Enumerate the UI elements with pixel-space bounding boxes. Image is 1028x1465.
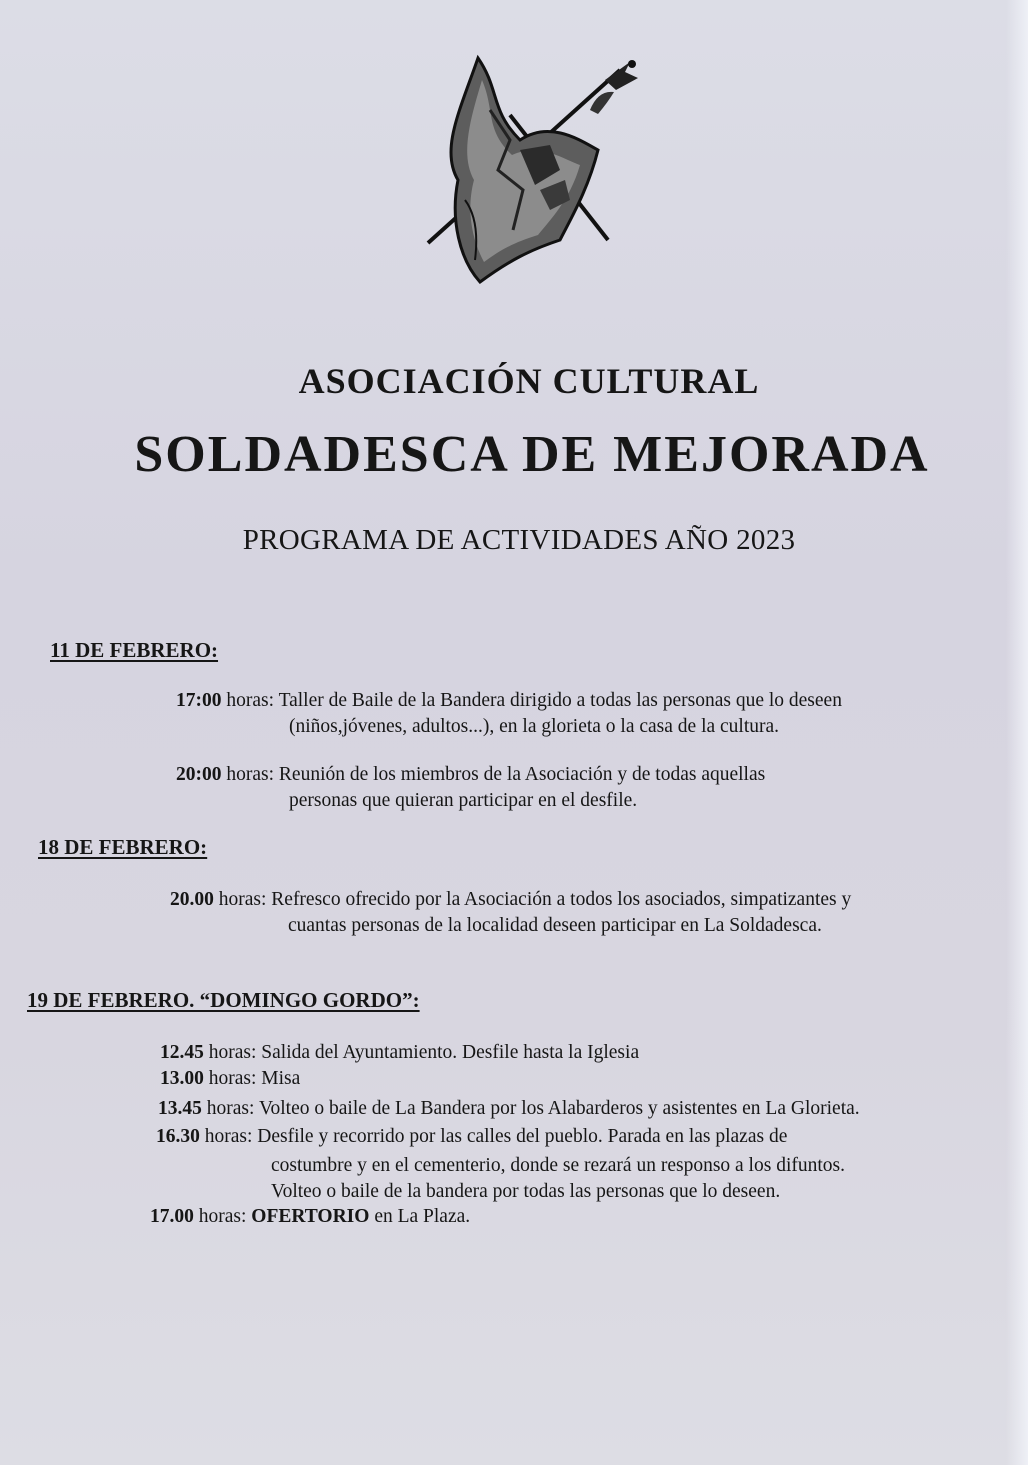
event-text: Volteo o baile de La Bandera por los Alabarderos y asistentes en La Glorieta. (258, 1098, 860, 1119)
event-unit: horas: (203, 1042, 262, 1063)
page-edge (1006, 0, 1028, 1465)
event-text: en La Plaza. (369, 1206, 471, 1227)
event-item (176, 762, 765, 814)
event-text: Reunión de los miembros de la Asociación y de todas aquellas (278, 764, 766, 785)
event-item (160, 1040, 639, 1066)
event-text: Misa (261, 1068, 301, 1089)
program-subtitle: PROGRAMA DE ACTIVIDADES AÑO 2023 (242, 524, 796, 556)
event-time: 17.00 (150, 1206, 194, 1227)
date-heading: 18 DE FEBRERO: (38, 835, 208, 859)
event-unit: horas: (203, 1068, 262, 1089)
event-item (176, 688, 842, 740)
event-time: 20:00 (176, 764, 222, 785)
event-time: 16.30 (156, 1126, 200, 1147)
event-time: 20.00 (170, 889, 214, 910)
event-text: Taller de Baile de la Bandera dirigido a todas las personas que lo deseen (278, 690, 842, 711)
event-text: costumbre y en el cementerio, donde se rezará un responso a los difuntos. (271, 1155, 845, 1176)
date-heading: 19 DE FEBRERO. “DOMINGO GORDO”: (27, 988, 420, 1012)
event-text: (niños,jóvenes, adultos...), en la glorieta o la casa de la cultura. (289, 716, 780, 737)
event-item (160, 1066, 300, 1092)
event-unit: horas: (221, 764, 279, 785)
flag-emblem-icon (420, 50, 650, 290)
event-text: Volteo o baile de la bandera por todas las personas que lo deseen. (271, 1181, 781, 1202)
event-unit: horas: (193, 1206, 252, 1227)
event-time: 12.45 (160, 1042, 204, 1063)
date-heading: 11 DE FEBRERO: (50, 638, 219, 662)
event-text: Refresco ofrecido por la Asociación a todos los asociados, simpatizantes y (271, 889, 852, 910)
event-unit: horas: (199, 1126, 258, 1147)
association-name: SOLDADESCA DE MEJORADA (134, 426, 930, 483)
event-highlight: OFERTORIO (251, 1206, 370, 1227)
event-item (158, 1096, 860, 1122)
event-item (156, 1124, 845, 1205)
event-unit: horas: (201, 1098, 259, 1119)
association-title: ASOCIACIÓN CULTURAL (298, 361, 760, 401)
event-item (170, 887, 851, 939)
event-unit: horas: (221, 690, 279, 711)
event-text: personas que quieran participar en el desfile. (289, 790, 638, 811)
event-text: Desfile y recorrido por las calles del pueblo. Parada en las plazas de (257, 1126, 788, 1147)
event-time: 13.00 (160, 1068, 204, 1089)
event-item (150, 1204, 470, 1230)
event-text: cuantas personas de la localidad deseen participar en La Soldadesca. (288, 915, 822, 936)
event-time: 17:00 (176, 690, 222, 711)
event-time: 13.45 (158, 1098, 202, 1119)
event-unit: horas: (213, 889, 272, 910)
event-text: Salida del Ayuntamiento. Desfile hasta la Iglesia (261, 1042, 640, 1063)
